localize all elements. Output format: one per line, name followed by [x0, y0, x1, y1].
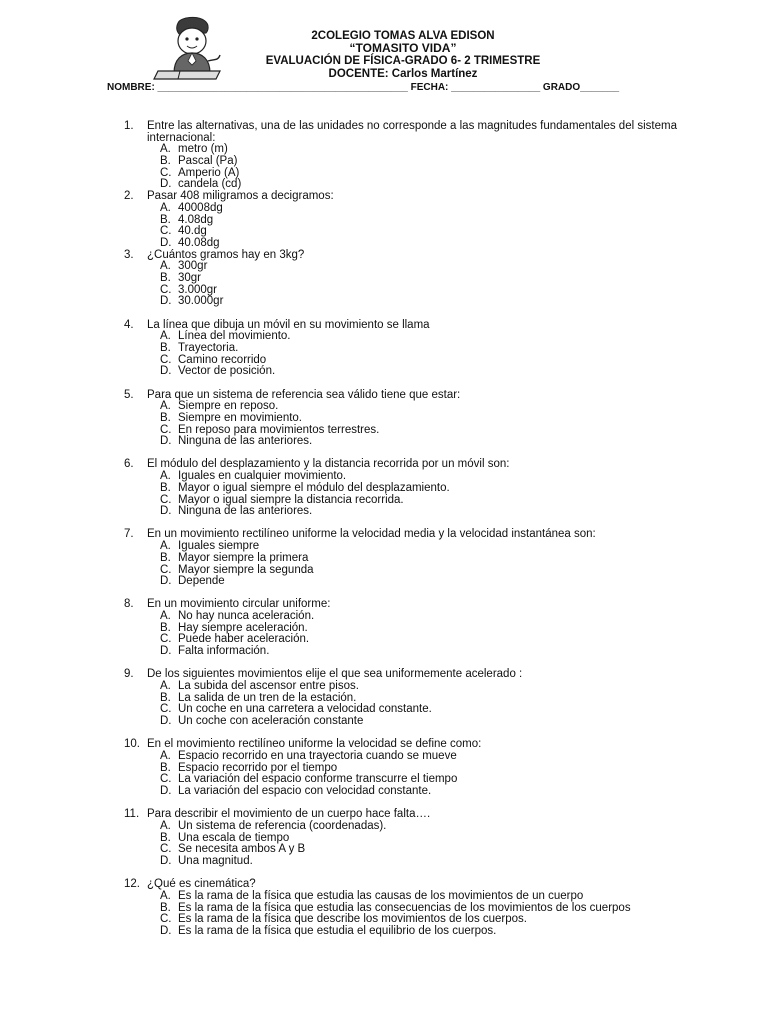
answer-option — [0, 168, 768, 180]
answer-option — [0, 331, 768, 343]
option-text: Es la rama de la física que estudia las causas de los movimientos de un cuerpo — [178, 889, 584, 902]
option-letter: A. — [160, 201, 171, 214]
answer-option — [0, 681, 768, 693]
answer-option — [0, 436, 768, 448]
option-letter: D. — [160, 295, 172, 308]
evaluation-title: EVALUACIÓN DE FÍSICA-GRADO 6- 2 TRIMESTRE — [265, 55, 541, 67]
answer-option — [0, 215, 768, 227]
option-text: 300gr — [178, 260, 208, 273]
question-number: 6. — [124, 458, 134, 471]
question-number: 9. — [124, 668, 134, 681]
option-text: 3.000gr — [178, 283, 218, 296]
question-item — [0, 809, 768, 867]
answer-options — [0, 144, 768, 191]
option-letter: A. — [160, 400, 171, 413]
option-text: Un sistema de referencia (coordenadas). — [178, 819, 387, 832]
teacher-name: DOCENTE: Carlos Martínez — [328, 68, 478, 80]
option-text: Amperio (A) — [178, 166, 240, 179]
option-letter: D. — [160, 435, 172, 448]
school-motto: “TOMASITO VIDA” — [349, 41, 457, 55]
option-text: 30.000gr — [178, 295, 224, 308]
option-letter: B. — [160, 551, 171, 564]
answer-option — [0, 856, 768, 868]
answer-option — [0, 786, 768, 798]
option-letter: B. — [160, 761, 171, 774]
option-text: Una escala de tiempo — [178, 831, 290, 844]
option-text: 30gr — [178, 272, 202, 284]
option-letter: D. — [160, 785, 172, 798]
option-letter: C. — [160, 773, 172, 786]
question-text: Para que un sistema de referencia sea válido tiene que estar: — [147, 388, 461, 401]
option-text: Puede haber aceleración. — [178, 633, 310, 646]
answer-option — [0, 401, 768, 413]
answer-option — [0, 553, 768, 565]
answer-option — [0, 541, 768, 553]
question-text: El módulo del desplazamiento y la distancia recorrida por un móvil son: — [147, 458, 510, 471]
option-text: 4.08dg — [178, 213, 214, 226]
option-text: Depende — [178, 575, 225, 588]
option-letter: C. — [160, 353, 172, 366]
option-letter: C. — [160, 423, 172, 436]
answer-option — [0, 261, 768, 273]
answer-option — [0, 203, 768, 215]
question-text: Para describir el movimiento de un cuerpo hace falta…. — [147, 808, 431, 821]
question-text: De los siguientes movimientos elije el que sea uniformemente acelerado : — [147, 668, 523, 681]
answer-option — [0, 343, 768, 355]
answer-option — [0, 565, 768, 577]
option-letter: B. — [160, 621, 171, 634]
option-letter: A. — [160, 749, 171, 762]
option-text: 40.08dg — [178, 236, 220, 249]
option-text: Ninguna de las anteriores. — [178, 505, 313, 518]
answer-option — [0, 156, 768, 168]
option-letter: B. — [160, 691, 171, 704]
question-item — [0, 191, 768, 249]
question-number: 4. — [124, 318, 134, 331]
option-letter: D. — [160, 645, 172, 658]
option-letter: A. — [160, 143, 171, 156]
answer-option — [0, 576, 768, 588]
option-text: Se necesita ambos A y B — [178, 843, 306, 856]
student-fields-line: NOMBRE: _____________________________________________ FECHA: ________________ GRADO_______ — [107, 82, 620, 93]
answer-option — [0, 704, 768, 716]
option-letter: B. — [160, 411, 171, 424]
option-text: Un coche en una carretera a velocidad constante. — [178, 703, 432, 716]
answer-option — [0, 891, 768, 903]
answer-option — [0, 144, 768, 156]
option-letter: C. — [160, 913, 172, 926]
option-text: Camino recorrido — [178, 353, 267, 366]
answer-option — [0, 413, 768, 425]
question-text: En el movimiento rectilíneo uniforme la velocidad se define como: — [147, 738, 482, 751]
option-text: No hay nunca aceleración. — [178, 610, 315, 623]
option-letter: C. — [160, 703, 172, 716]
option-letter: B. — [160, 213, 171, 226]
option-text: Hay siempre aceleración. — [178, 621, 308, 634]
option-text: Siempre en movimiento. — [178, 411, 302, 424]
option-text: Iguales en cualquier movimiento. — [178, 470, 347, 483]
option-text: 40008dg — [178, 201, 223, 214]
answer-option — [0, 238, 768, 250]
answer-option — [0, 751, 768, 763]
answer-options — [0, 891, 768, 938]
answer-option — [0, 366, 768, 378]
question-number: 11. — [124, 808, 140, 821]
option-letter: B. — [160, 155, 171, 168]
answer-option — [0, 716, 768, 728]
question-item — [0, 250, 768, 308]
option-letter: D. — [160, 178, 172, 191]
question-item — [0, 669, 768, 727]
question-number: 5. — [124, 388, 134, 401]
option-text: Mayor siempre la segunda — [178, 563, 314, 576]
question-text: Entre las alternativas, una de las unidades no corresponde a las magnitudes fundamentales del sistema internacional: — [147, 120, 677, 144]
question-number: 3. — [124, 248, 134, 261]
option-letter: D. — [160, 236, 172, 249]
option-letter: C. — [160, 283, 172, 296]
option-text: Es la rama de la física que describe los movimientos de los cuerpos. — [178, 913, 527, 926]
option-text: Iguales siempre — [178, 540, 260, 553]
option-letter: B. — [160, 481, 171, 494]
answer-option — [0, 506, 768, 518]
option-letter: B. — [160, 831, 171, 844]
option-text: Falta información. — [178, 645, 270, 658]
option-letter: C. — [160, 633, 172, 646]
answer-option — [0, 285, 768, 297]
option-letter: C. — [160, 843, 172, 856]
answer-option — [0, 273, 768, 285]
option-text: candela (cd) — [178, 178, 242, 191]
question-number: 1. — [124, 120, 134, 132]
option-text: Es la rama de la física que estudia el equilibrio de los cuerpos. — [178, 924, 497, 937]
school-name: 2COLEGIO TOMAS ALVA EDISON — [311, 30, 495, 42]
option-text: Siempre en reposo. — [178, 400, 279, 413]
option-letter: A. — [160, 330, 171, 343]
option-text: La subida del ascensor entre pisos. — [178, 680, 359, 693]
option-letter: D. — [160, 715, 172, 728]
answer-option — [0, 425, 768, 437]
option-letter: D. — [160, 924, 172, 937]
option-letter: A. — [160, 680, 171, 693]
option-text: Línea del movimiento. — [178, 330, 291, 343]
option-letter: C. — [160, 225, 172, 238]
question-number: 7. — [124, 528, 134, 541]
option-letter: D. — [160, 505, 172, 518]
answer-option — [0, 833, 768, 845]
question-text: La línea que dibuja un móvil en su movimiento se llama — [147, 318, 430, 331]
answer-option — [0, 611, 768, 623]
option-text: Una magnitud. — [178, 855, 253, 867]
option-text: Es la rama de la física que estudia las consecuencias de los movimientos de los cuerpos — [178, 901, 631, 914]
option-text: La variación del espacio conforme transcurre el tiempo — [178, 773, 458, 786]
answer-option — [0, 226, 768, 238]
option-letter: A. — [160, 470, 171, 483]
option-text: Espacio recorrido por el tiempo — [178, 761, 338, 774]
question-text: ¿Qué es cinemática? — [147, 878, 256, 891]
answer-options — [0, 331, 768, 378]
question-list — [0, 121, 768, 938]
answer-option — [0, 844, 768, 856]
option-letter: A. — [160, 819, 171, 832]
option-text: Vector de posición. — [178, 365, 276, 378]
answer-option — [0, 296, 768, 308]
option-letter: A. — [160, 610, 171, 623]
answer-option — [0, 634, 768, 646]
question-item — [0, 529, 768, 587]
answer-option — [0, 495, 768, 507]
option-letter: C. — [160, 563, 172, 576]
question-text: ¿Cuántos gramos hay en 3kg? — [147, 248, 305, 261]
answer-option — [0, 821, 768, 833]
answer-options — [0, 401, 768, 448]
option-text: La salida de un tren de la estación. — [178, 691, 357, 704]
answer-options — [0, 611, 768, 658]
answer-options — [0, 821, 768, 868]
answer-option — [0, 483, 768, 495]
option-letter: B. — [160, 341, 171, 354]
answer-options — [0, 471, 768, 518]
answer-option — [0, 646, 768, 658]
answer-options — [0, 751, 768, 798]
answer-options — [0, 681, 768, 728]
option-text: Ninguna de las anteriores. — [178, 435, 313, 448]
question-item — [0, 739, 768, 797]
answer-option — [0, 179, 768, 191]
question-item — [0, 320, 768, 378]
option-text: Mayor o igual siempre el módulo del desplazamiento. — [178, 481, 450, 494]
option-letter: D. — [160, 575, 172, 588]
option-text: Pascal (Pa) — [178, 155, 238, 168]
question-number: 12. — [124, 878, 140, 891]
option-text: Trayectoria. — [178, 341, 239, 354]
answer-option — [0, 623, 768, 635]
question-text: En un movimiento rectilíneo uniforme la velocidad media y la velocidad instantánea son: — [147, 528, 596, 541]
option-text: 40.dg — [178, 225, 207, 238]
answer-options — [0, 541, 768, 588]
question-number: 2. — [124, 190, 134, 203]
question-text: Pasar 408 miligramos a decigramos: — [147, 190, 334, 203]
option-letter: B. — [160, 272, 171, 284]
question-item — [0, 879, 768, 937]
option-letter: A. — [160, 889, 171, 902]
option-letter: A. — [160, 260, 171, 273]
question-item — [0, 599, 768, 657]
option-letter: C. — [160, 166, 172, 179]
option-text: La variación del espacio con velocidad constante. — [178, 785, 432, 798]
answer-option — [0, 355, 768, 367]
option-text: Mayor o igual siempre la distancia recorrida. — [178, 493, 404, 506]
option-letter: D. — [160, 365, 172, 378]
answer-option — [0, 926, 768, 938]
option-text: Un coche con aceleración constante — [178, 715, 364, 728]
option-letter: D. — [160, 855, 172, 867]
question-number: 8. — [124, 598, 134, 611]
option-letter: A. — [160, 540, 171, 553]
answer-options — [0, 261, 768, 308]
question-text: En un movimiento circular uniforme: — [147, 598, 331, 611]
option-text: Mayor siempre la primera — [178, 551, 309, 564]
option-text: Espacio recorrido en una trayectoria cuando se mueve — [178, 749, 457, 762]
option-letter: C. — [160, 493, 172, 506]
question-number: 10. — [124, 738, 140, 751]
question-item — [0, 121, 768, 191]
question-item — [0, 459, 768, 517]
option-letter: B. — [160, 901, 171, 914]
option-text: metro (m) — [178, 143, 228, 156]
question-item — [0, 390, 768, 448]
answer-options — [0, 203, 768, 250]
option-text: En reposo para movimientos terrestres. — [178, 423, 380, 436]
